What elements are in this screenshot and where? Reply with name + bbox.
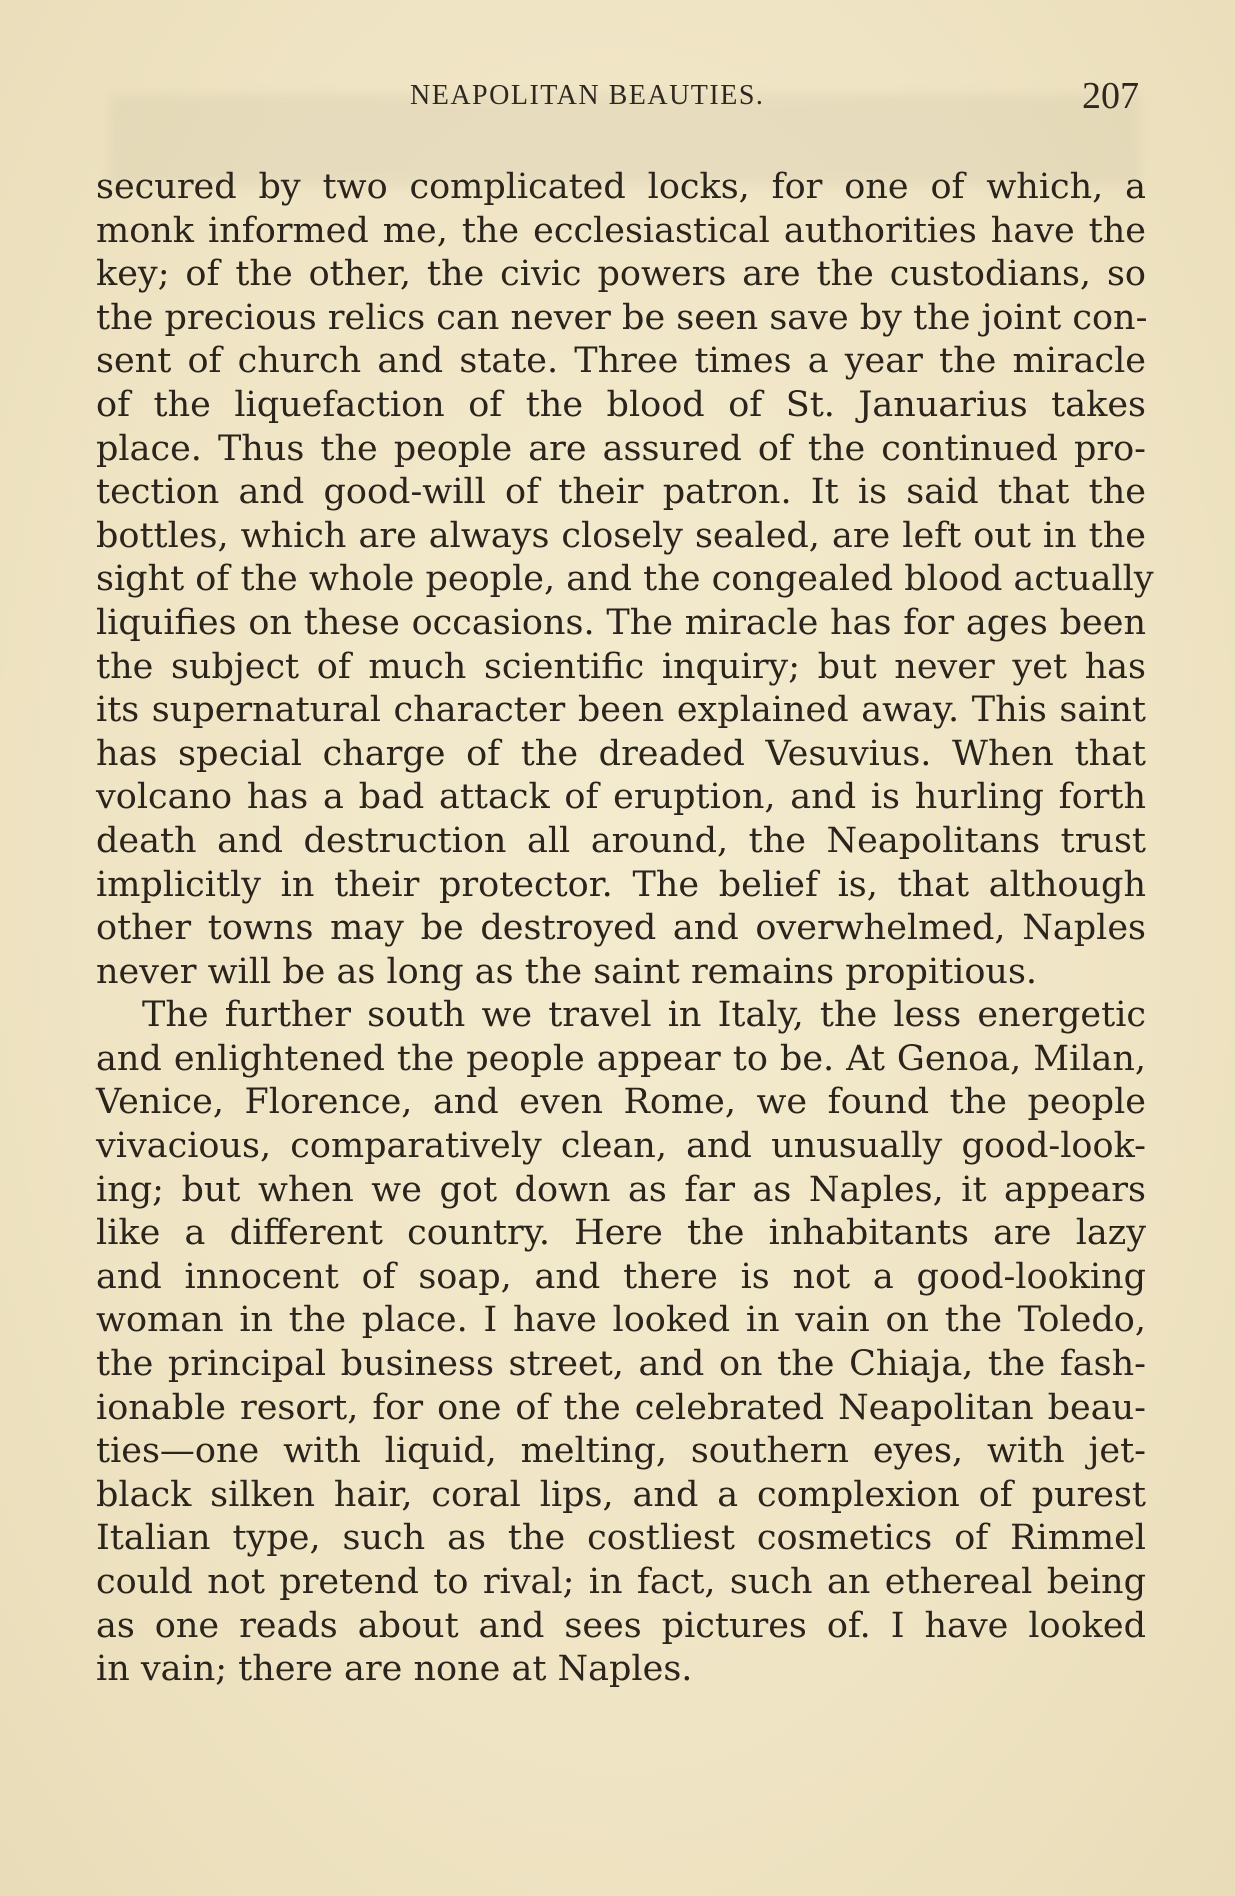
text-line: secured by two complicated locks, for one of which, a (96, 167, 1146, 207)
text-line: in vain; there are none at Naples. (96, 1649, 693, 1690)
body-text (96, 166, 1154, 1692)
text-line: Italian type, such as the costliest cosmetics of Rimmel (96, 1518, 1146, 1559)
text-line: ing; but when we got down as far as Naples, it appears (96, 1169, 1146, 1210)
text-line: has special charge of the dreaded Vesuvius. When that (96, 733, 1146, 774)
text-line: woman in the place. I have looked in vain on the Toledo, (96, 1300, 1146, 1341)
text-line: the subject of much scientific inquiry; but never yet has (96, 646, 1146, 687)
text-line: Venice, Florence, and even Rome, we found the people (96, 1082, 1146, 1123)
page-number: 207 (1082, 75, 1139, 117)
text-line: and innocent of soap, and there is not a good-looking (96, 1256, 1146, 1297)
text-line: monk informed me, the ecclesiastical authorities have the (96, 210, 1146, 251)
text-line: The further south we travel in Italy, the less energetic (142, 995, 1146, 1036)
text-line: its supernatural character been explained away. This saint (96, 690, 1146, 731)
text-line: key; of the other, the civic powers are the custodians, so (96, 254, 1146, 295)
paragraph (96, 166, 1154, 994)
text-line: place. Thus the people are assured of the continued pro- (96, 428, 1146, 469)
text-line: as one reads about and sees pictures of. I have looked (96, 1605, 1146, 1646)
paragraph (96, 994, 1146, 1692)
text-line: vivacious, comparatively clean, and unusually good-look- (96, 1126, 1146, 1167)
text-line: tection and good-will of their patron. It is said that the (96, 472, 1146, 513)
text-line: ties—one with liquid, melting, southern eyes, with jet- (96, 1431, 1146, 1472)
text-line: like a different country. Here the inhabitants are lazy (96, 1213, 1146, 1254)
text-line: the principal business street, and on the Chiaja, the fash- (96, 1344, 1146, 1385)
text-line: liquifies on these occasions. The miracle has for ages been (96, 602, 1146, 643)
text-line: bottles, which are always closely sealed, are left out in the (96, 515, 1146, 556)
text-line: ionable resort, for one of the celebrated Neapolitan beau- (96, 1387, 1146, 1428)
text-line: black silken hair, coral lips, and a complexion of purest (96, 1474, 1146, 1515)
text-line: the precious relics can never be seen save by the joint con- (96, 297, 1148, 338)
text-line: volcano has a bad attack of eruption, and is hurling forth (96, 777, 1146, 818)
text-line: implicitly in their protector. The belief is, that although (96, 864, 1146, 905)
text-line: sight of the whole people, and the congealed blood actually (96, 559, 1154, 600)
text-line: could not pretend to rival; in fact, such an ethereal being (96, 1562, 1146, 1602)
running-title: NEAPOLITAN BEAUTIES. (410, 80, 765, 111)
text-line: of the liquefaction of the blood of St. Januarius takes (96, 384, 1146, 425)
text-line: and enlightened the people appear to be. At Genoa, Milan, (96, 1038, 1146, 1079)
text-line: death and destruction all around, the Neapolitans trust (96, 820, 1146, 861)
text-line: other towns may be destroyed and overwhelmed, Naples (96, 908, 1146, 949)
text-line: never will be as long as the saint remains propitious. (96, 951, 1038, 992)
text-line: sent of church and state. Three times a year the miracle (96, 341, 1146, 382)
